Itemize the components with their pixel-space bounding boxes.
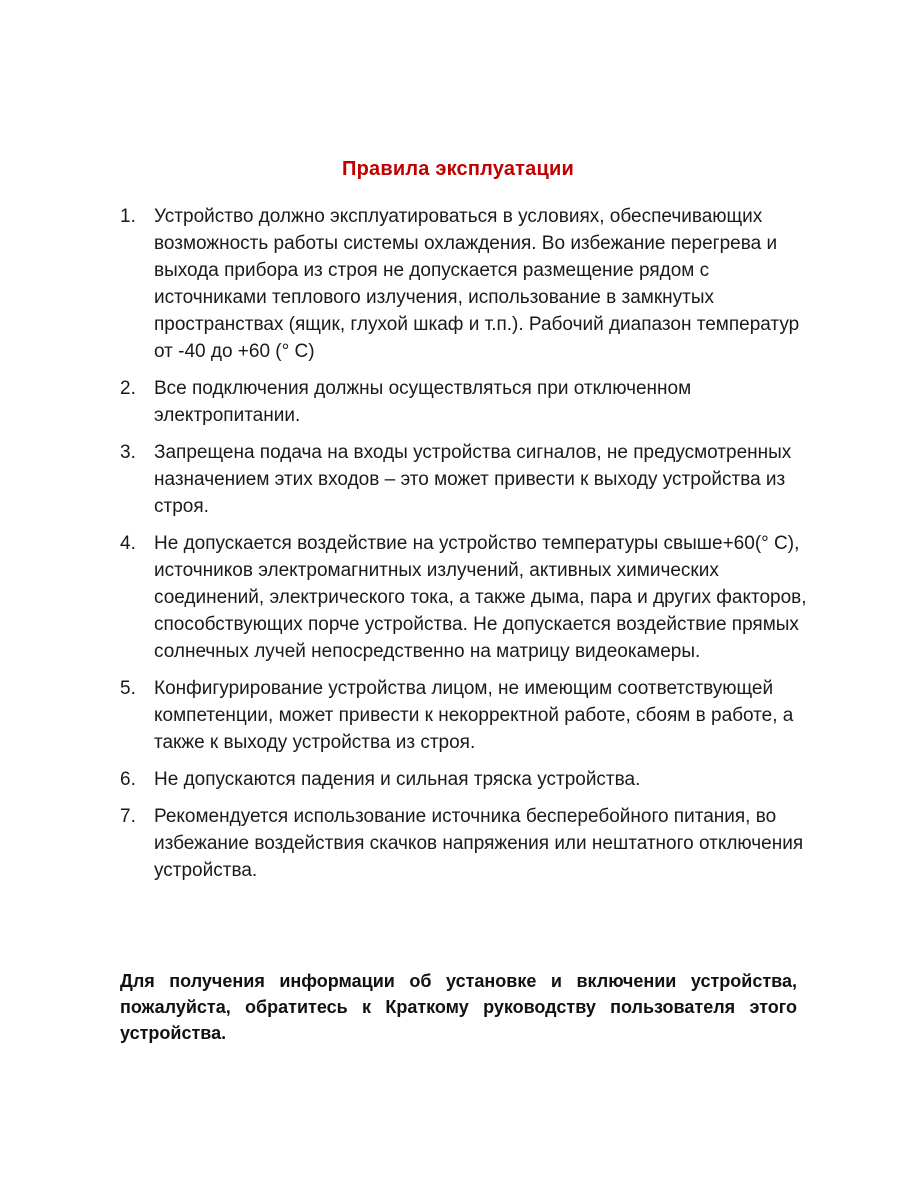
rule-item xyxy=(120,766,810,793)
rule-item xyxy=(120,530,810,665)
rule-text: Рекомендуется использование источника бесперебойного питания, во избежание воздействия скачков напряжения или нештатного отключения устройства. xyxy=(154,806,804,881)
rule-text: Не допускается воздействие на устройство температуры свыше+60(° C), источников электромагнитных излучений, активных химических соединений, электрического тока, а также дыма, пара и других факторов, способствующих порче устройства. Не допускается воздействие прямых солнечных лучей непосредственно на матрицу видеокамеры. xyxy=(154,533,807,662)
rule-number: 7. xyxy=(120,806,136,827)
user-guide-note: Для получения информации об установке и включении устройства, пожалуйста, обратитесь к Краткому руководству пользователя этого устройства. xyxy=(120,971,797,1043)
rule-number: 3. xyxy=(120,442,136,463)
rule-text: Все подключения должны осуществляться при отключенном электропитании. xyxy=(154,378,692,426)
rule-item xyxy=(120,803,810,884)
rule-number: 4. xyxy=(120,533,136,554)
rule-item xyxy=(120,439,810,520)
rules-list xyxy=(120,203,810,894)
rule-number: 6. xyxy=(120,769,136,790)
rule-number: 5. xyxy=(120,678,136,699)
page-title: Правила эксплуатации xyxy=(342,158,574,180)
rule-item xyxy=(120,203,810,365)
rule-item xyxy=(120,375,810,429)
rule-item xyxy=(120,675,810,756)
rule-text: Запрещена подача на входы устройства сигналов, не предусмотренных назначением этих входов – это может привести к выходу устройства из строя. xyxy=(154,442,792,517)
rule-text: Устройство должно эксплуатироваться в условиях, обеспечивающих возможность работы системы охлаждения. Во избежание перегрева и выхода прибора из строя не допускается размещение рядом с источниками теплового излучения, использование в замкнутых пространствах (ящик, глухой шкаф и т.п.). Рабочий диапазон температур от -40 до +60 (° C) xyxy=(154,206,800,362)
rule-number: 2. xyxy=(120,378,136,399)
rule-text: Не допускаются падения и сильная тряска устройства. xyxy=(154,769,641,790)
rule-number: 1. xyxy=(120,206,136,227)
rule-text: Конфигурирование устройства лицом, не имеющим соответствующей компетенции, может привести к некорректной работе, сбоям в работе, а также к выходу устройства из строя. xyxy=(154,678,794,753)
